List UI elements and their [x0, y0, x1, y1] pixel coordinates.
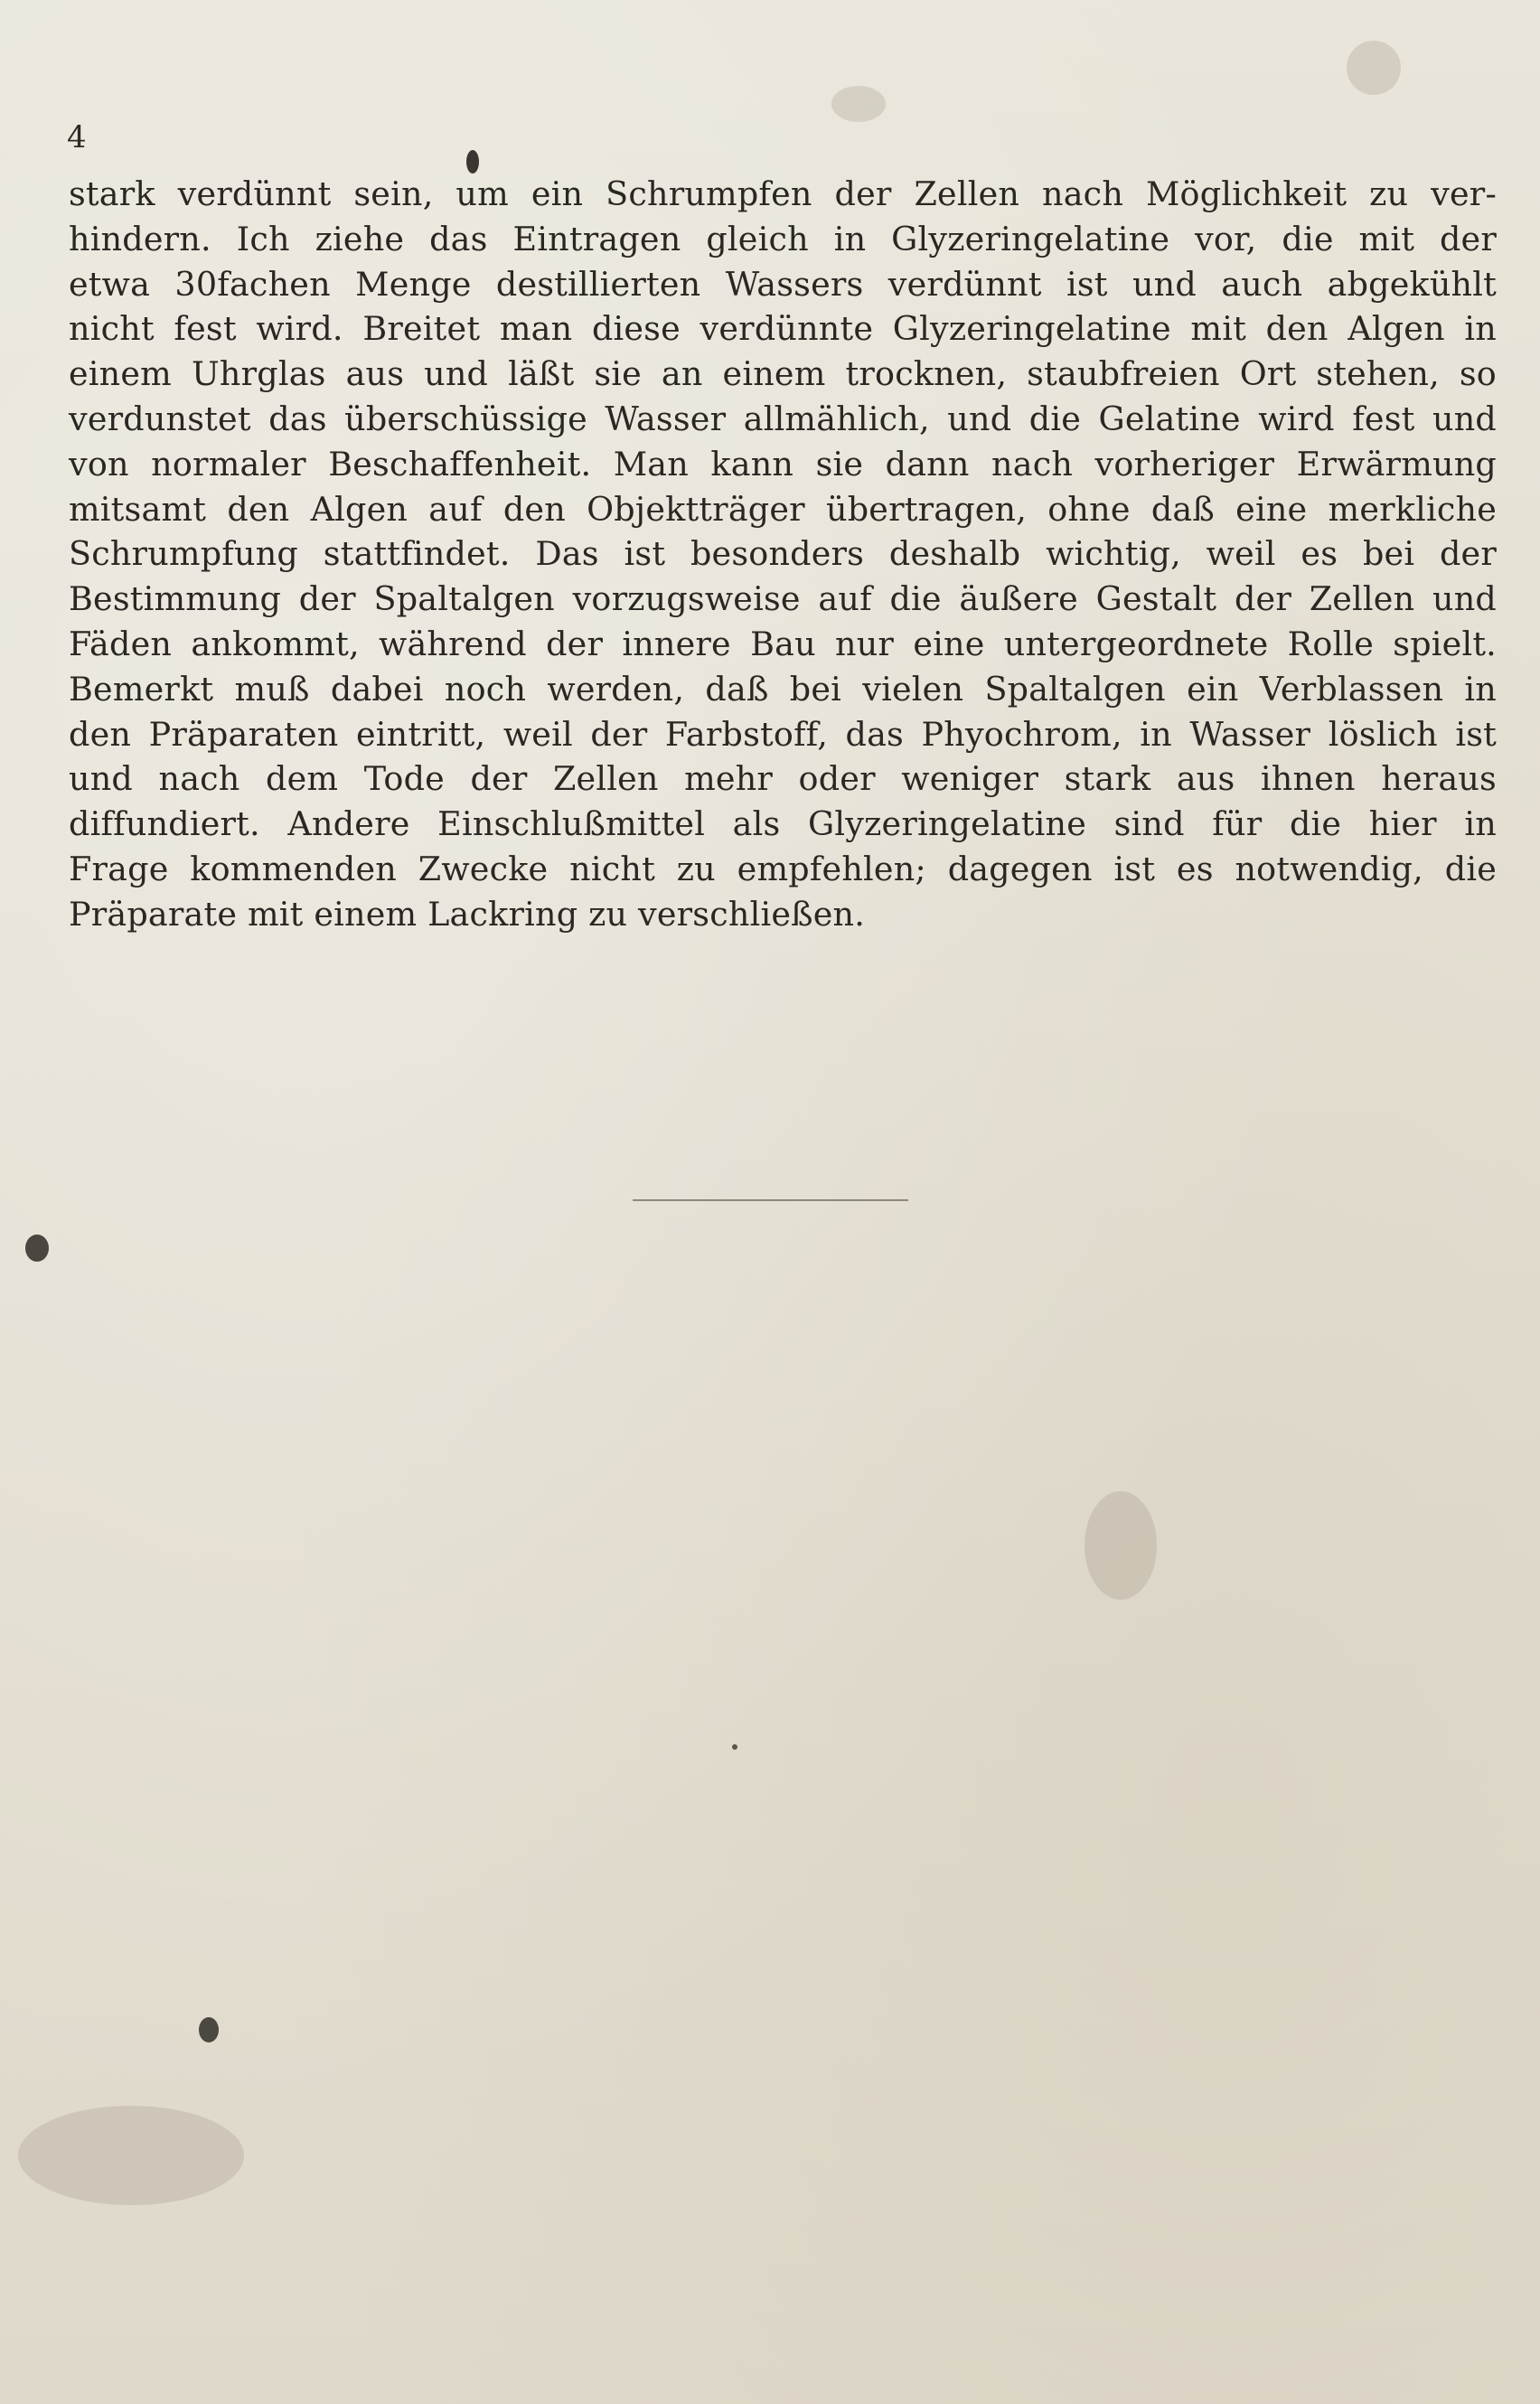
- text-line: einem Uhrglas aus und läßt sie an einem trocknen, staubfreien Ort stehen, so: [69, 354, 1497, 394]
- ink-speck: [732, 1744, 737, 1750]
- text-line: Schrumpfung stattfindet. Das ist besonders deshalb wichtig, weil es bei der: [69, 534, 1497, 574]
- paper-stain: [1085, 1491, 1157, 1600]
- paper-stain: [18, 2106, 244, 2205]
- text-line: etwa 30fachen Menge destillierten Wassers verdünnt ist und auch abgekühlt: [69, 264, 1497, 304]
- text-line: Bestimmung der Spaltalgen vorzugsweise auf die äußere Gestalt der Zellen und: [69, 579, 1497, 619]
- paper-stain: [1347, 41, 1401, 95]
- section-end-rule: [633, 1199, 908, 1201]
- text-line: Fäden ankommt, während der innere Bau nur eine untergeordnete Rolle spielt.: [69, 624, 1497, 663]
- text-line: Frage kommenden Zwecke nicht zu empfehlen; dagegen ist es notwendig, die: [69, 849, 1497, 888]
- ink-speck: [199, 2017, 219, 2042]
- ink-speck: [25, 1235, 49, 1262]
- text-line: verdunstet das überschüssige Wasser allmählich, und die Gelatine wird fest und: [69, 399, 1497, 438]
- text-line: diffundiert. Andere Einschlußmittel als Glyzeringelatine sind für die hier in: [69, 804, 1497, 844]
- ink-speck: [466, 150, 479, 174]
- text-line: den Präparaten eintritt, weil der Farbstoff, das Phyochrom, in Wasser löslich ist: [69, 714, 1497, 754]
- text-line: hindern. Ich ziehe das Eintragen gleich in Glyzeringelatine vor, die mit der: [69, 219, 1497, 258]
- text-line: stark verdünnt sein, um ein Schrumpfen der Zellen nach Möglichkeit zu ver-: [69, 174, 1497, 213]
- page-number: 4: [67, 119, 87, 155]
- text-line: und nach dem Tode der Zellen mehr oder weniger stark aus ihnen heraus: [69, 759, 1497, 799]
- paper-stain: [831, 86, 886, 122]
- text-line: mitsamt den Algen auf den Objektträger übertragen, ohne daß eine merkliche: [69, 489, 1497, 529]
- text-line: nicht fest wird. Breitet man diese verdünnte Glyzeringelatine mit den Algen in: [69, 309, 1497, 349]
- body-paragraph: [69, 172, 1497, 937]
- text-line: Bemerkt muß dabei noch werden, daß bei vielen Spaltalgen ein Verblassen in: [69, 669, 1497, 709]
- text-line: von normaler Beschaffenheit. Man kann sie dann nach vorheriger Erwärmung: [69, 444, 1497, 484]
- text-line: Präparate mit einem Lackring zu verschließen.: [69, 894, 866, 934]
